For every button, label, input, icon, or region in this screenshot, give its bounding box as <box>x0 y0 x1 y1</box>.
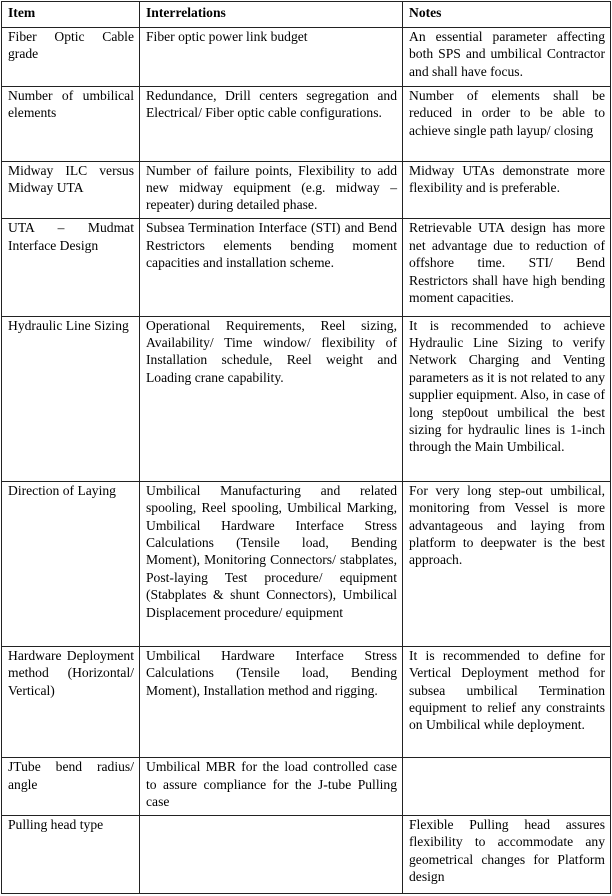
header-interrelations: Interrelations <box>140 2 403 28</box>
table-row <box>2 646 611 757</box>
cell-interrelations: Fiber optic power link budget <box>140 28 403 87</box>
cell-interrelations: Umbilical Manufacturing and related spooling, Reel spooling, Umbilical Marking, Umbilical Hardware Interface Stress Calculations (Tensile load, Bending Moment), Monitoring Connectors/ stabplates, Post-laying Test procedure/ equipment (Stabplates & shunt Connectors), Umbilical Displacement procedure/ equipment <box>140 481 403 646</box>
cell-interrelations: Number of failure points, Flexibility to add new midway equipment (e.g. midway –repeater) during detailed phase. <box>140 161 403 219</box>
cell-item: Midway ILC versus Midway UTA <box>2 161 140 219</box>
cell-item: UTA – Mudmat Interface Design <box>2 219 140 316</box>
cell-item: Pulling head type <box>2 815 140 893</box>
cell-interrelations: Operational Requirements, Reel sizing, Availability/ Time window/ flexibility of Installation schedule, Reel weight and Loading crane capability. <box>140 316 403 481</box>
cell-interrelations <box>140 815 403 893</box>
cell-item: Fiber Optic Cable grade <box>2 28 140 87</box>
table-header-row <box>2 2 611 28</box>
table-row <box>2 316 611 481</box>
table-row <box>2 86 611 161</box>
cell-notes: Number of elements shall be reduced in order to be able to achieve single path layup/ closing <box>403 86 611 161</box>
cell-notes: Retrievable UTA design has more net advantage due to reduction of offshore time. STI/ Bend Restrictors shall have high bending moment capacities. <box>403 219 611 316</box>
cell-item: Hardware Deployment method (Horizontal/ Vertical) <box>2 646 140 757</box>
cell-notes: Flexible Pulling head assures flexibility to accommodate any geometrical changes for Platform design <box>403 815 611 893</box>
cell-interrelations: Umbilical MBR for the load controlled case to assure compliance for the J-tube Pulling case <box>140 758 403 816</box>
cell-interrelations: Redundance, Drill centers segregation and Electrical/ Fiber optic cable configurations. <box>140 86 403 161</box>
cell-notes: It is recommended to achieve Hydraulic Line Sizing to verify Network Charging and Venting parameters as it is not related to any supplier equipment. Also, in case of long step0out umbilical the best sizing for hydraulic lines is 1-inch through the Main Umbilical. <box>403 316 611 481</box>
cell-item: Number of umbilical elements <box>2 86 140 161</box>
cell-notes: An essential parameter affecting both SPS and umbilical Contractor and shall have focus. <box>403 28 611 87</box>
header-item: Item <box>2 2 140 28</box>
cell-notes <box>403 758 611 816</box>
table-row <box>2 758 611 816</box>
cell-interrelations: Umbilical Hardware Interface Stress Calculations (Tensile load, Bending Moment), Installation method and rigging. <box>140 646 403 757</box>
table-row <box>2 815 611 893</box>
cell-item: JTube bend radius/ angle <box>2 758 140 816</box>
header-notes: Notes <box>403 2 611 28</box>
cell-notes: Midway UTAs demonstrate more flexibility and is preferable. <box>403 161 611 219</box>
table-row <box>2 219 611 316</box>
cell-notes: It is recommended to define for Vertical Deployment method for subsea umbilical Termination equipment to relief any constraints on Umbilical while deployment. <box>403 646 611 757</box>
cell-item: Direction of Laying <box>2 481 140 646</box>
cell-interrelations: Subsea Termination Interface (STI) and Bend Restrictors elements bending moment capacities and installation scheme. <box>140 219 403 316</box>
cell-item: Hydraulic Line Sizing <box>2 316 140 481</box>
table-row <box>2 481 611 646</box>
cell-notes: For very long step-out umbilical, monitoring from Vessel is more advantageous and laying from platform to deepwater is the best approach. <box>403 481 611 646</box>
interrelations-table <box>1 1 611 894</box>
table-row <box>2 28 611 87</box>
table-row <box>2 161 611 219</box>
